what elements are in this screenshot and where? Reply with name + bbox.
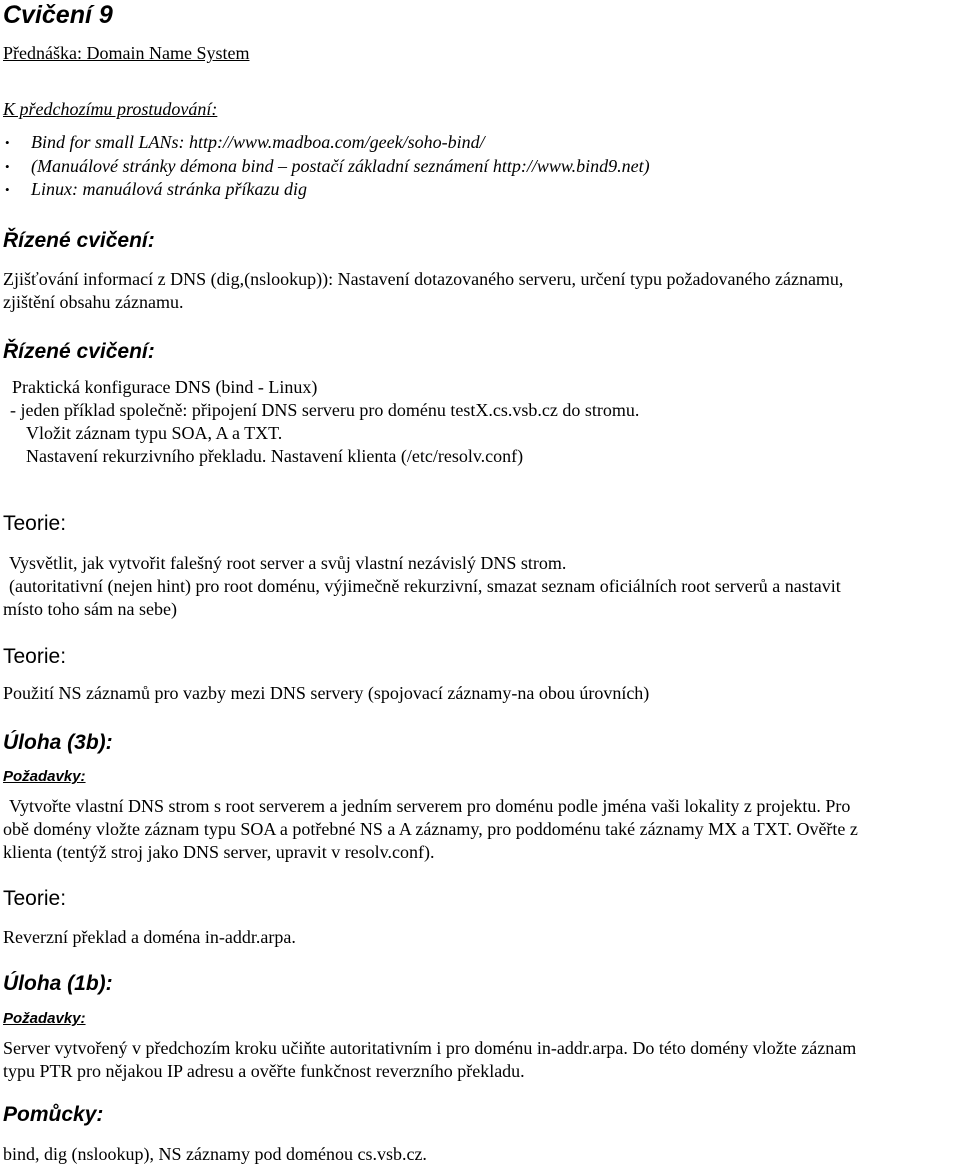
section-heading-theory-3: Teorie:	[3, 887, 67, 910]
section-text-theory-1	[3, 552, 958, 621]
text-line: typu PTR pro nějakou IP adresu a ověřte funkčnost reverzního překladu.	[3, 1061, 525, 1081]
section-heading-theory-1: Teorie:	[3, 512, 67, 535]
section-heading-guided-1: Řízené cvičení:	[3, 229, 155, 252]
task-text-3b	[3, 795, 958, 864]
task-heading-1b: Úloha (1b):	[3, 972, 113, 995]
task-text-1b	[3, 1037, 958, 1083]
text-line: Vytvořte vlastní DNS strom s root serverem a jedním serverem pro doménu podle jména vaši lokality z projektu. Pro	[9, 796, 851, 816]
prereq-heading: K předchozímu prostudování:	[3, 99, 218, 119]
bullet-icon: •	[5, 135, 10, 150]
text-line: Reverzní překlad a doména in-addr.arpa.	[3, 927, 296, 947]
text-line: klienta (tentýž stroj jako DNS server, upravit v resolv.conf).	[3, 842, 435, 862]
tools-heading: Pomůcky:	[3, 1103, 104, 1126]
list-item-text: (Manuálové stránky démona bind – postačí základní seznámení http://www.bind9.net)	[31, 155, 650, 176]
text-line: zjištění obsahu záznamu.	[3, 292, 184, 312]
text-line: bind, dig (nslookup), NS záznamy pod doménou cs.vsb.cz.	[3, 1144, 427, 1164]
bullet-icon: •	[5, 158, 10, 174]
requirements-label: Požadavky:	[3, 1010, 86, 1027]
list-item	[3, 178, 650, 202]
section-heading-theory-2: Teorie:	[3, 645, 67, 668]
text-line: Vysvětlit, jak vytvořit falešný root server a svůj vlastní nezávislý DNS strom.	[9, 553, 567, 573]
lecture-subtitle: Přednáška: Domain Name System	[3, 43, 250, 63]
text-line: obě domény vložte záznam typu SOA a potřebné NS a A záznamy, pro poddoménu také záznamy MX a TXT. Ověřte z	[3, 819, 858, 839]
section-text-guided-2	[3, 376, 958, 468]
section-text-theory-3	[3, 926, 958, 949]
reading-list	[3, 131, 650, 202]
text-line: Použití NS záznamů pro vazby mezi DNS servery (spojovací záznamy-na obou úrovních)	[3, 683, 650, 703]
text-line: Server vytvořený v předchozím kroku učiňte autoritativním i pro doménu in-addr.arpa. Do této domény vložte záznam	[3, 1038, 857, 1058]
section-heading-guided-2: Řízené cvičení:	[3, 340, 155, 363]
section-text-guided-1	[3, 268, 958, 314]
page-title: Cvičení 9	[3, 1, 113, 29]
text-line: Nastavení rekurzivního překladu. Nastavení klienta (/etc/resolv.conf)	[26, 446, 524, 466]
task-heading-3b: Úloha (3b):	[3, 731, 113, 754]
tools-text	[3, 1143, 958, 1166]
requirements-label: Požadavky:	[3, 768, 86, 785]
text-line: Zjišťování informací z DNS (dig,(nslookup)): Nastavení dotazovaného serveru, určení typu požadovaného záznamu,	[3, 269, 844, 289]
list-item	[3, 155, 650, 179]
text-line: místo toho sám na sebe)	[3, 599, 177, 619]
section-text-theory-2	[3, 682, 958, 705]
text-line: Praktická konfigurace DNS (bind - Linux)	[12, 377, 318, 397]
list-item-text: Bind for small LANs: http://www.madboa.com/geek/soho-bind/	[31, 132, 485, 152]
bullet-icon: •	[5, 182, 10, 197]
text-line: (autoritativní (nejen hint) pro root doménu, výjimečně rekurzivní, smazat seznam oficiálních root serverů a nastavit	[9, 576, 841, 596]
list-item	[3, 131, 650, 155]
text-line: Vložit záznam typu SOA, A a TXT.	[26, 423, 283, 443]
text-line: - jeden příklad společně: připojení DNS serveru pro doménu testX.cs.vsb.cz do stromu.	[10, 400, 640, 420]
list-item-text: Linux: manuálová stránka příkazu dig	[31, 179, 307, 199]
